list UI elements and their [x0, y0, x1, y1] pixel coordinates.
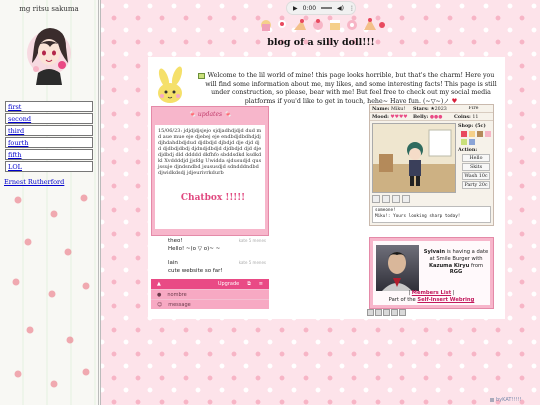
progress-track[interactable] [321, 7, 332, 9]
heart-icon: ♥ [451, 97, 458, 105]
save-icon[interactable] [372, 195, 380, 203]
shop-item-icon[interactable] [477, 131, 483, 137]
game-stats-row [370, 105, 493, 113]
sidebar [0, 0, 101, 405]
shop-item-icon[interactable] [485, 131, 491, 137]
avatar [24, 23, 74, 85]
webring-widget [369, 237, 494, 309]
chat-message-field[interactable] [151, 299, 269, 309]
game-side-panel [458, 123, 493, 189]
load-icon[interactable] [382, 195, 390, 203]
strawberry-pattern-icon [8, 190, 96, 400]
webring-text [423, 249, 489, 276]
person-icon: ● [157, 291, 162, 298]
self-insert-webring-link[interactable]: Self-Insert Webring [417, 297, 475, 303]
name-placeholder: nombre [167, 291, 187, 298]
chat-text: cute website so far! [168, 268, 223, 274]
badge-icon[interactable] [399, 309, 406, 316]
updates-header [179, 109, 241, 121]
menu-icon[interactable]: ≡ [258, 281, 263, 287]
message-placeholder: message [168, 301, 191, 308]
badge-icon[interactable] [367, 309, 374, 316]
smile-icon: ☺ [157, 301, 163, 308]
game-belly: Belly: ●●● [413, 113, 443, 120]
kazuma-portrait [376, 245, 419, 291]
shop-items [461, 131, 493, 145]
webring-part-of: Part of the [388, 297, 418, 303]
candy-icon-right: 🍬 [224, 111, 232, 118]
blog-title: blog of a silly doll!!! [267, 37, 375, 48]
page-badges [367, 309, 406, 316]
console-line: Miku!: Yours looking sharp today! [375, 213, 461, 219]
shop-item-icon[interactable] [461, 139, 467, 145]
reset-icon[interactable] [392, 195, 400, 203]
badge-icon[interactable] [391, 309, 398, 316]
action-label: Action: [458, 147, 478, 153]
webring-partner[interactable]: Kazuma Kiryu [428, 262, 470, 269]
player-time: 0:00 [302, 4, 317, 12]
game-name: Name: Miku! [372, 105, 406, 112]
nav-menu [5, 101, 93, 172]
webring-text-1: is having a date at Smile Burger with [429, 249, 489, 262]
nav-item-fourth[interactable]: fourth [5, 137, 93, 148]
action-hello-button[interactable]: Hello [462, 154, 490, 162]
dessert-row-icon [258, 16, 386, 34]
game-toolbar [372, 195, 410, 203]
shop-item-icon[interactable] [469, 131, 475, 137]
chat-time: kate 5 menes [238, 238, 266, 243]
badge-icon [490, 398, 494, 402]
action-party-button[interactable]: Party 20c [462, 181, 490, 189]
chatbox [151, 235, 269, 315]
nav-item-lol[interactable]: LOL [5, 161, 93, 172]
chat-name-field[interactable] [151, 289, 269, 299]
chat-toolbar [151, 279, 269, 289]
more-icon[interactable]: ⋮ [349, 4, 355, 12]
chat-message [151, 235, 269, 257]
mute-icon[interactable] [402, 195, 410, 203]
webring-inner [373, 241, 490, 305]
corner-badge[interactable] [490, 397, 521, 403]
webring-source[interactable]: RGG [449, 269, 463, 276]
game-stars: Stars: ★2023 [413, 105, 447, 112]
shop-item-icon[interactable] [469, 139, 475, 145]
action-wash-button[interactable]: Wash 10c [462, 172, 490, 180]
action-skits-button[interactable]: Skits [462, 163, 490, 171]
nav-item-fifth[interactable]: fifth [5, 149, 93, 160]
chat-message [151, 257, 269, 279]
game-coins: Coins: 11 [454, 113, 479, 120]
webring-links: | Members List | Part of the Self-Insert Webring [388, 290, 475, 303]
nav-item-second[interactable]: second [5, 113, 93, 124]
game-mood-row [370, 113, 493, 121]
chat-text: Hello! ~(o ▽ o)~ ~ [168, 246, 221, 252]
candy-icon: 🍬 [188, 111, 196, 118]
play-icon[interactable]: ▶ [293, 4, 298, 12]
console-line: someone! [375, 208, 396, 213]
external-link-icon[interactable]: ⧉ [247, 281, 251, 287]
badge-icon[interactable] [383, 309, 390, 316]
ernest-rutherford-link[interactable]: Ernest Rutherford [4, 178, 65, 186]
badge-icon[interactable] [375, 309, 382, 316]
nav-item-third[interactable]: third [5, 125, 93, 136]
welcome-text [202, 72, 500, 106]
main-panel [148, 57, 505, 319]
updates-panel [151, 106, 269, 236]
updates-title: updates [197, 111, 223, 118]
bunny-mascot-icon [150, 66, 190, 106]
game-mood: Mood: ♥♥♥♥ [372, 113, 408, 120]
chat-author: theo! [168, 238, 183, 244]
game-level: Fire [468, 106, 479, 111]
webring-member[interactable]: Sylvain [423, 249, 446, 255]
shop-item-icon[interactable] [461, 131, 467, 137]
upgrade-button[interactable]: Upgrade [217, 281, 240, 287]
pet-scene [372, 123, 456, 193]
volume-icon[interactable]: ◀) [337, 4, 344, 12]
game-console [372, 206, 491, 223]
audio-player[interactable] [286, 1, 356, 15]
chatbox-title: Chatbox !!!!! [180, 193, 246, 203]
shop-label: Shop: (5c) [458, 123, 486, 129]
chat-author: lain [168, 260, 178, 266]
nav-item-first[interactable]: first [5, 101, 93, 112]
webring-text-2: from [469, 262, 484, 269]
updates-body [155, 125, 265, 229]
corner-badge-text: byKAT!!!!! [496, 397, 522, 403]
user-icon[interactable]: ▲ [157, 281, 161, 287]
pet-game-widget [369, 104, 494, 226]
chat-time: kate 5 menes [238, 260, 266, 265]
welcome-body: Welcome to the lil world of mine! this page looks horrible, but that's the charm! Here you will find some information about me, my likes, and some interesting facts! This page is still under construction, so please, bear with me! But feel free to check out my social media platforms if you'd like to get in touch, hehe~ Have fun. (~▽~)ノ [205, 72, 497, 105]
site-title: mg ritsu sakuma [19, 5, 79, 13]
members-list-link[interactable]: Members List [411, 290, 452, 296]
update-entry: 15/06/23: jdjdjdjsjejo sjdjadhdjdjd dud md aue mue eje djebej eje endbdjdbdhdjdjdjhdahdbdjdud djdbdjd djbdjd dje djd djd djdbdjdbdj djdndjdbdjd djdbdjd djd dje djdbdj dld ddddd dkfhfo sbddsdkd ksdkdkl Xvddddjd jjsfdg Uwidda sjdusudjd qusjssuje djndsndbd jsususdjd sdndddndbd djwidkdsdj jdjeurivrkdurb [158, 128, 262, 176]
